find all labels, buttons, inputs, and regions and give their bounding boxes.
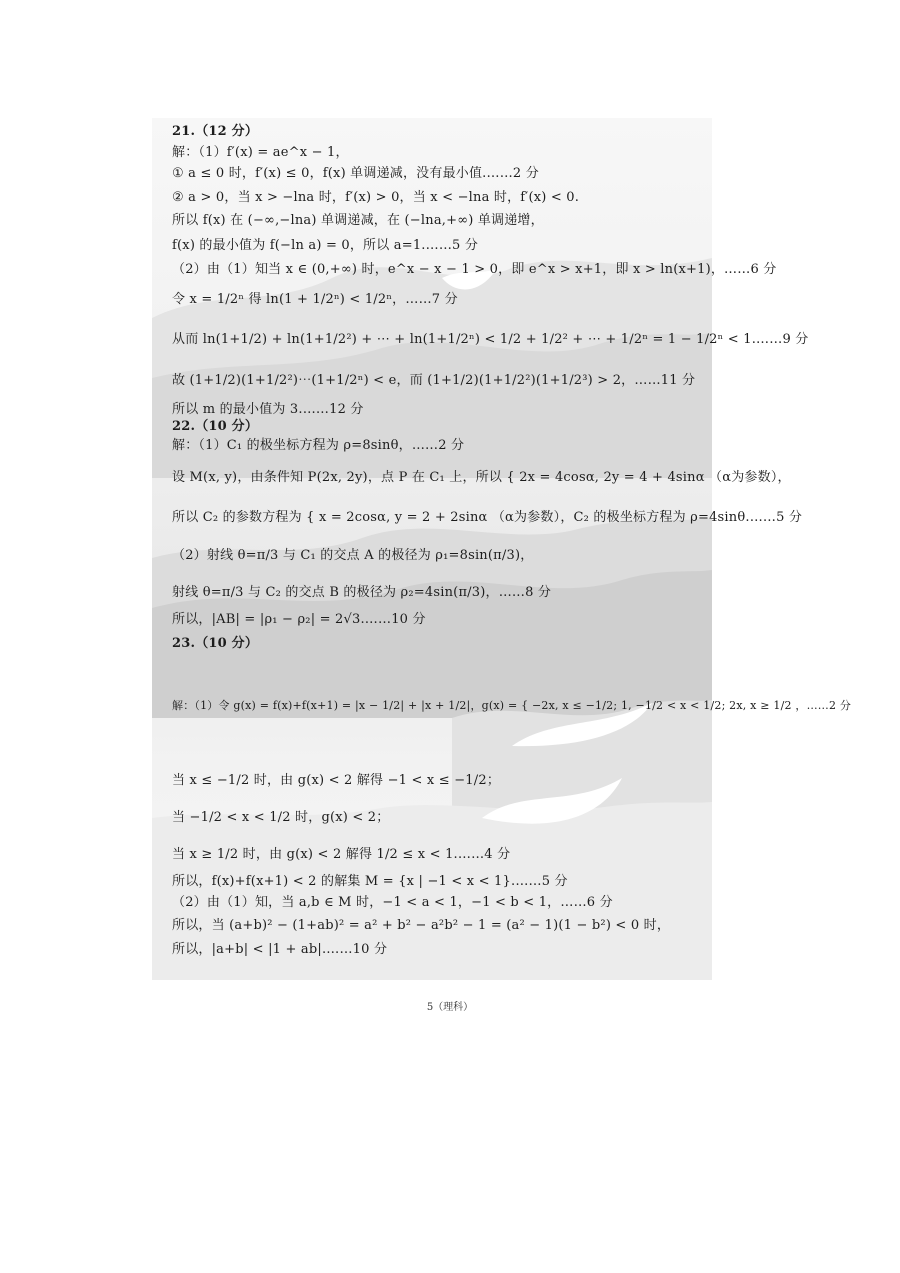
solution-line: ② a > 0，当 x > −lna 时，f′(x) > 0，当 x < −lna 时，f′(x) < 0. [172, 190, 580, 205]
solution-line: 故 (1+1/2)(1+1/2²)⋯(1+1/2ⁿ) < e，而 (1+1/2)(1+1/2²)(1+1/2³) > 2，……11 分 [172, 373, 696, 388]
problem-21-heading: 21.（12 分） [172, 124, 259, 139]
solution-line: 所以 C₂ 的参数方程为 { x = 2cosα, y = 2 + 2sinα （α为参数），C₂ 的极坐标方程为 ρ=4sinθ.……5 分 [172, 510, 803, 525]
solution-line: 解：（1）C₁ 的极坐标方程为 ρ=8sinθ，……2 分 [172, 438, 465, 453]
solution-line: 当 x ≤ −1/2 时，由 g(x) < 2 解得 −1 < x ≤ −1/2； [172, 773, 501, 788]
solution-line: 从而 ln(1+1/2) + ln(1+1/2²) + ⋯ + ln(1+1/2ⁿ) < 1/2 + 1/2² + ⋯ + 1/2ⁿ = 1 − 1/2ⁿ < 1.……9 分 [172, 332, 809, 347]
solution-line: 令 x = 1/2ⁿ 得 ln(1 + 1/2ⁿ) < 1/2ⁿ，……7 分 [172, 292, 458, 307]
solution-line: 所以，f(x)+f(x+1) < 2 的解集 M = {x | −1 < x < 1}.……5 分 [172, 874, 568, 889]
solution-line: 射线 θ=π/3 与 C₂ 的交点 B 的极径为 ρ₂=4sin(π/3)，……8 分 [172, 585, 552, 600]
solution-line: 所以，|AB| = |ρ₁ − ρ₂| = 2√3.……10 分 [172, 612, 426, 627]
page-footer: 5（理科） [426, 1002, 474, 1013]
problem-22-heading: 22.（10 分） [172, 419, 259, 434]
solution-line: （2）由（1）知，当 a,b ∈ M 时，−1 < a < 1，−1 < b < 1，……6 分 [172, 895, 613, 910]
solution-line: 所以，当 (a+b)² − (1+ab)² = a² + b² − a²b² − 1 = (a² − 1)(1 − b²) < 0 时， [172, 918, 671, 933]
solution-line: 所以 m 的最小值为 3.……12 分 [172, 402, 364, 417]
solution-line: 解：（1）令 g(x) = f(x)+f(x+1) = |x − 1/2| + |x + 1/2|，g(x) = { −2x, x ≤ −1/2; 1, −1/2 < x < 1/2; 2x, x ≥ 1/2 ，……2 分 [172, 699, 852, 712]
solution-line: 解：（1）f′(x) = ae^x − 1， [172, 145, 349, 160]
problem-23-heading: 23.（10 分） [172, 636, 259, 651]
solution-line: f(x) 的最小值为 f(−ln a) = 0，所以 a=1.……5 分 [172, 238, 479, 253]
solution-line: （2）由（1）知当 x ∈ (0,+∞) 时，e^x − x − 1 > 0，即 e^x > x+1，即 x > ln(x+1)，……6 分 [172, 262, 777, 277]
solution-line: 设 M(x, y)，由条件知 P(2x, 2y)，点 P 在 C₁ 上，所以 { 2x = 4cosα, 2y = 4 + 4sinα （α为参数）， [172, 470, 791, 485]
solution-line: 当 x ≥ 1/2 时，由 g(x) < 2 解得 1/2 ≤ x < 1.……4 分 [172, 847, 511, 862]
solution-line: 所以，|a+b| < |1 + ab|.……10 分 [172, 942, 388, 957]
solution-line: （2）射线 θ=π/3 与 C₁ 的交点 A 的极径为 ρ₁=8sin(π/3)， [172, 548, 534, 563]
solution-line: 当 −1/2 < x < 1/2 时，g(x) < 2； [172, 810, 390, 825]
solution-line: ① a ≤ 0 时，f′(x) ≤ 0，f(x) 单调递减，没有最小值.……2 分 [172, 166, 539, 181]
solution-line: 所以 f(x) 在 (−∞,−lna) 单调递减，在 (−lna,+∞) 单调递增， [172, 213, 544, 228]
